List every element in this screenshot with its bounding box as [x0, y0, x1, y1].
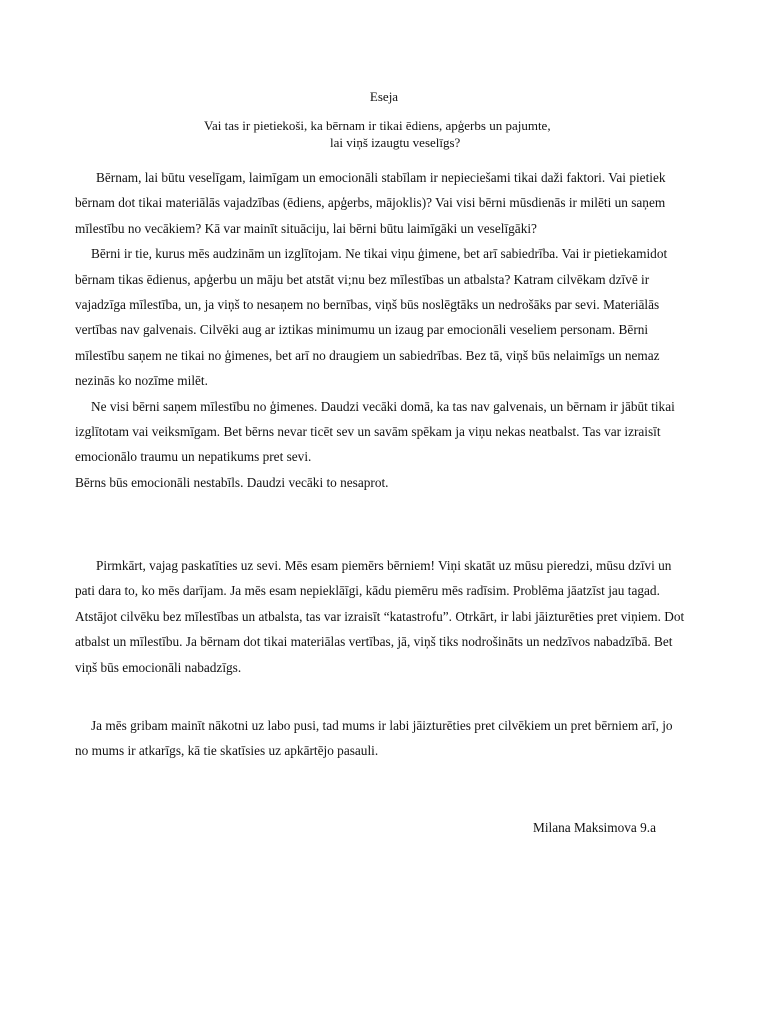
paragraph-conclusion: Ja mēs gribam mainīt nākotni uz labo pusi, tad mums ir labi jāizturēties pret cilvēkiem un pret bērniem arī, jo no mums ir atkarīgs, kā tie skatīsies uz apkārtējo pasauli. [75, 718, 673, 759]
essay-label: Eseja [369, 89, 399, 104]
section-intro [75, 165, 687, 495]
section-solutions [75, 553, 687, 680]
essay-title [204, 117, 612, 151]
author-signature: Milana Maksimova 9.a [533, 820, 656, 835]
paragraph-intro: Bērnam, lai būtu veselīgam, laimīgam un emocionāli stabīlam ir nepieciešami tikai daži faktori. Vai pietiek bērnam dot tikai materiālās vajadzības (ēdiens, apģerbs, mājoklis)? Vai visi bērni mūsdienās ir milēti un saņem mīlestību no vecākiem? Kā var mainīt situāciju, lai bērni būtu laimīgāki un veselīgāki? [75, 170, 666, 236]
section-conclusion [75, 713, 687, 764]
paragraph-emotionally-unstable: Bērns būs emocionāli nestabīls. Daudzi vecāki to nesaprot. [75, 474, 389, 490]
paragraph-children-raise: Bērni ir tie, kurus mēs audzinām un izglītojam. Ne tikai viņu ģimene, bet arī sabiedrība. Vai ir pietiekamidot bērnam tikas ēdienus, apģerbu un māju bet atstāt vi;nu bez mīlestības un atbalsta? Katram cilvēkam dzīvē ir vajadzīga mīlestība, un, ja viņš to nesaņem no bernības, viņš būs noslēgtāks un nedrošāks par sevi. Materiālās vertības nav galvenais. Cilvēki aug ar iztikas minimumu un izaug par emocionāli veseliem personam. Bērni mīlestību saņem ne tikai no ģimenes, bet arī no draugiem un sabiedrības. Bez tā, viņš būs nelaimīgs un nemaz nezinās ko nozīme milēt. [75, 246, 668, 389]
paragraph-not-all-receive-love: Ne visi bērni saņem mīlestību no ģimenes. Daudzi vecāki domā, ka tas nav galvenais, un bērnam ir jābūt tikai izglītotam vai veiksmīgam. Bet bērns nevar ticēt sev un savām spēkam ja viņu nekas neatbalst. Tas var izraisīt emocionālo traumu un nepatikums pret sevi. [75, 398, 675, 465]
paragraph-firstly: Pirmkārt, vajag paskatīties uz sevi. Mēs esam piemērs bērniem! Viņi skatāt uz mūsu pieredzi, mūsu dzīvi un pati dara to, ko mēs darījam. Ja mēs esam nepieklāīgi, kādu piemēru mēs radīsim. Problēma jāatzīst jau tagad. Atstājot cilvēku bez mīlestības un atbalsta, tas var izraisīt “katastrofu”. Otrkārt, ir labi jāizturēties pret viņiem. Dot atbalst un mīlestību. Ja bērnam dot tikai materiālas vertības, jā, viņš tiks nodrošināts un nedzīvos nabadzībā. Bet viņš būs emocionāli nabadzīgs. [75, 558, 685, 675]
essay-title-line-1: Vai tas ir pietiekoši, ka bērnam ir tikai ēdiens, apģerbs un pajumte, [204, 118, 551, 133]
essay-title-line-2: lai viņš izaugtu veselīgs? [330, 135, 461, 150]
